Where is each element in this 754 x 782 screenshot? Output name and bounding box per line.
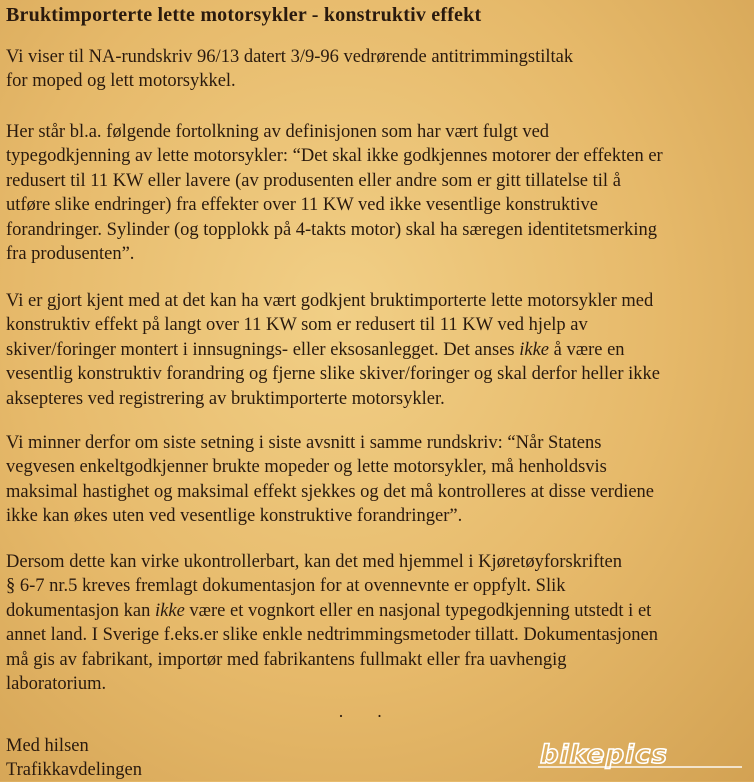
paragraph-4	[6, 431, 744, 529]
paragraph-text: skiver/foringer montert i innsugnings- eller eksosanlegget. Det anses	[6, 339, 520, 360]
paragraph-5	[6, 550, 744, 696]
paragraph-line: laboratorium.	[6, 673, 107, 694]
paragraph-line: typegodkjenning av lette motorsykler: “Det skal ikke godkjennes motorer der effekten er	[6, 146, 663, 167]
paragraph-line: Vi er gjort kjent med at det kan ha vært godkjent bruktimporterte lette motorsykler med	[6, 291, 654, 311]
paragraph-line: annet land. I Sverige f.eks.er slike enkle nedtrimmingsmetoder tillatt. Dokumentasjonen	[6, 625, 658, 646]
paragraph-line: konstruktiv effekt på langt over 11 KW som er redusert til 11 KW ved hjelp av	[6, 315, 588, 336]
paragraph-line: for moped og lett motorsykkel.	[6, 71, 236, 92]
paragraph-line: Her står bl.a. følgende fortolkning av definisjonen som har vært fulgt ved	[6, 122, 550, 142]
paragraph-line: aksepteres ved registrering av bruktimporterte motorsykler.	[6, 388, 445, 409]
emphasis-text: ikke	[155, 600, 185, 621]
paragraph-line: vesentlig konstruktiv forandring og fjerne slike skiver/foringer og skal derfor heller ikke	[6, 364, 660, 385]
emphasis-text: ikke	[519, 339, 550, 360]
paragraph-line: Vi minner derfor om siste setning i siste avsnitt i samme rundskriv: “Når Statens	[6, 433, 602, 453]
signature-block	[6, 734, 142, 782]
paragraph-line: Dersom dette kan virke ukontrollerbart, kan det med hjemmel i Kjøretøyforskriften	[6, 552, 622, 572]
paragraph-text: å være en	[549, 339, 625, 360]
stray-marks: · ·	[338, 706, 397, 726]
paragraph-1	[6, 45, 744, 94]
paragraph-3	[6, 289, 744, 411]
paragraph-line	[6, 338, 744, 362]
paragraph-line: fra produsenten”.	[6, 243, 135, 264]
paragraph-text: være et vognkort eller en nasjonal typegodkjenning utstedt i et	[184, 600, 652, 621]
paragraph-line: utføre slike endringer) fra effekter over 11 KW ved ikke vesentlige konstruktive	[6, 195, 598, 216]
paragraph-line: Vi viser til NA-rundskriv 96/13 datert 3/9-96 vedrørende antitrimmingstiltak	[6, 47, 574, 67]
greeting-text: Med hilsen	[6, 736, 89, 756]
paragraph-line	[6, 599, 744, 623]
paragraph-text: dokumentasjon kan	[6, 600, 156, 621]
paragraph-line: forandringer. Sylinder (og topplokk på 4-takts motor) skal ha særegen identitetsmerking	[6, 219, 657, 240]
bikepics-watermark-logo	[532, 740, 748, 772]
paragraph-line: redusert til 11 KW eller lavere (av produsenten eller andre som er gitt tillatelse til å	[6, 170, 621, 191]
logo-text: bikepics	[540, 740, 668, 770]
paragraph-line: maksimal hastighet og maksimal effekt sjekkes og det må kontrolleres at disse verdiene	[6, 481, 655, 502]
paragraph-line: vegvesen enkeltgodkjenner brukte mopeder og lette motorsykler, må henholdsvis	[6, 457, 607, 478]
paragraph-line: ikke kan økes uten ved vesentlige konstruktive forandringer”.	[6, 506, 463, 527]
department-text: Trafikkavdelingen	[6, 760, 142, 780]
paragraph-2	[6, 120, 744, 266]
paragraph-line: § 6-7 nr.5 kreves fremlagt dokumentasjon for at ovennevnte er oppfylt. Slik	[6, 576, 566, 597]
letter-title: Bruktimporterte lette motorsykler - konstruktiv effekt	[6, 4, 482, 26]
paragraph-line: må gis av fabrikant, importør med fabrikantens fullmakt eller fra uavhengig	[6, 649, 567, 670]
